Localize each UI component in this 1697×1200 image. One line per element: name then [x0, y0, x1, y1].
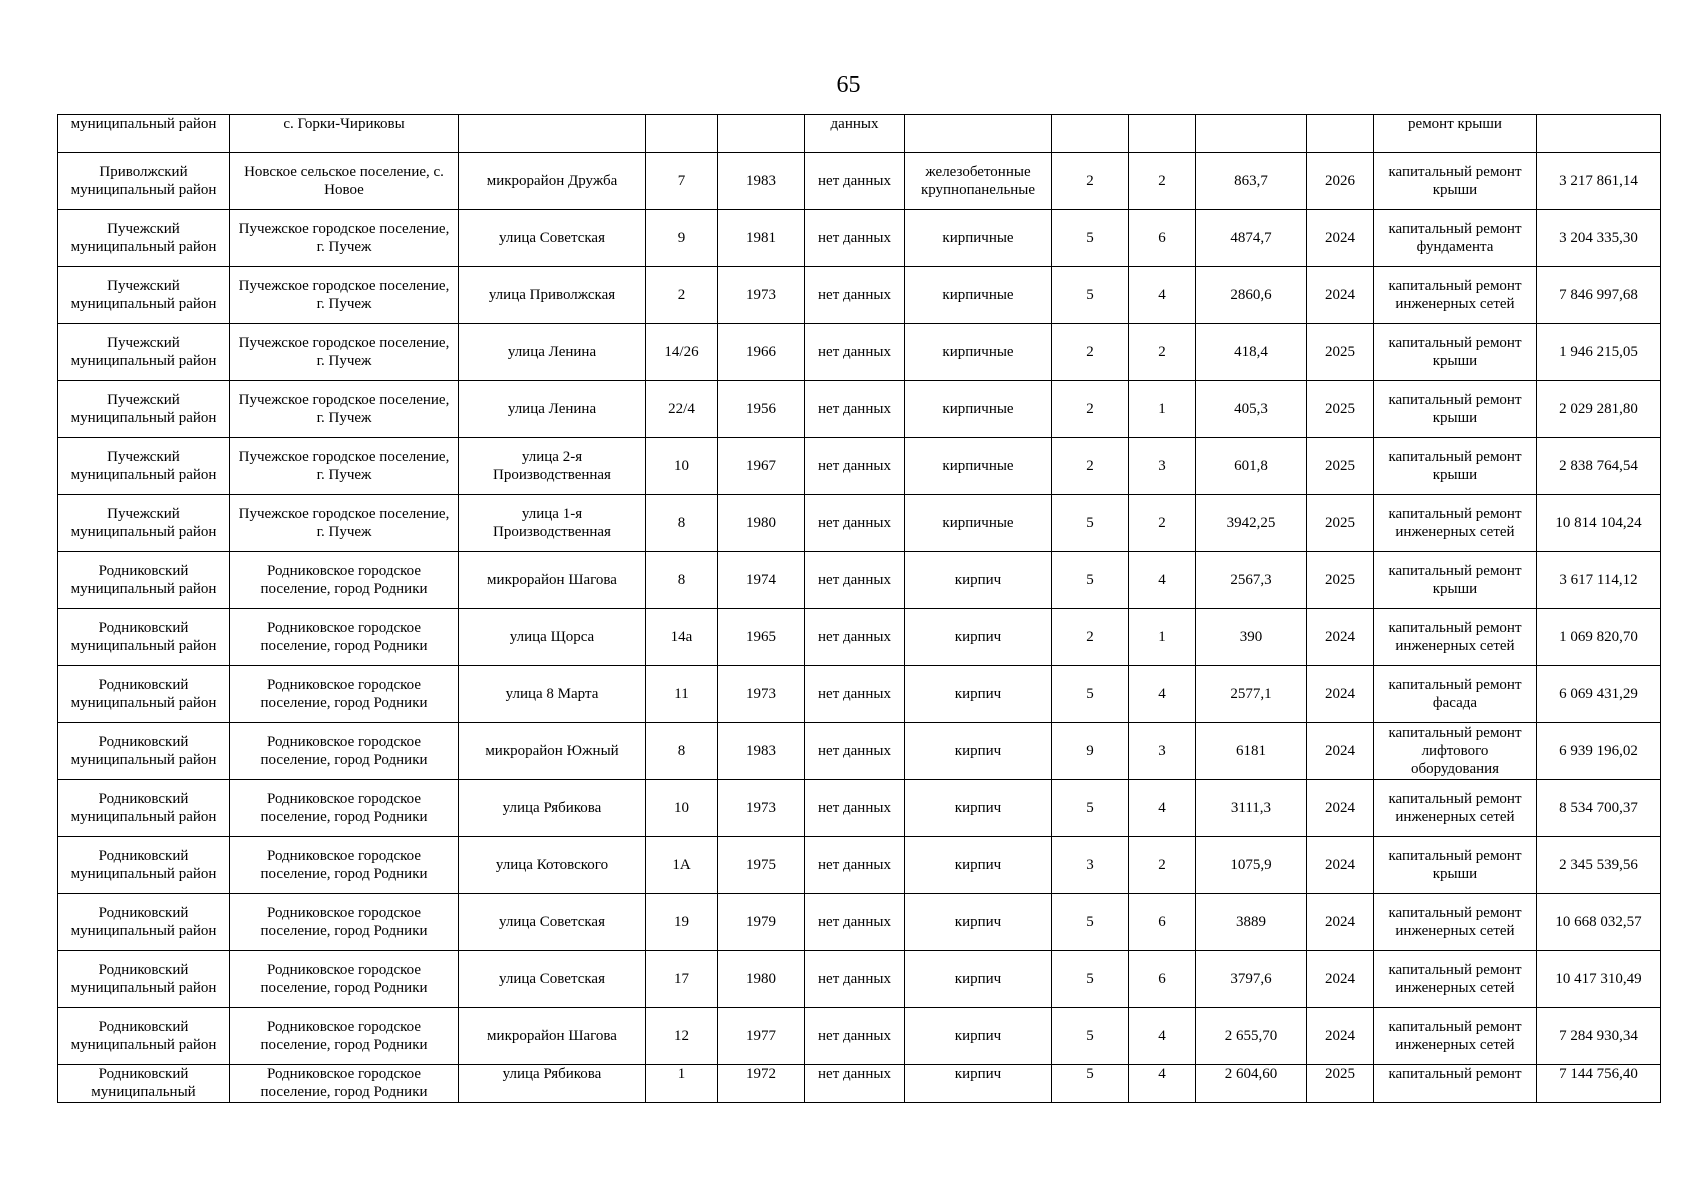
cell-wall-material: кирпич — [905, 780, 1052, 837]
cell-settlement: с. Горки-Чириковы — [230, 115, 459, 153]
cell-year-built: 1965 — [718, 609, 805, 666]
cell-floors: 2 — [1052, 438, 1129, 495]
table-row — [58, 552, 1661, 609]
cell-street: микрорайон Южный — [459, 723, 646, 780]
cell-work-type: капитальный ремонт крыши — [1374, 381, 1537, 438]
cell-wall-material: кирпич — [905, 666, 1052, 723]
cell-wall-material: кирпичные — [905, 210, 1052, 267]
cell-cost: 2 345 539,56 — [1537, 837, 1661, 894]
cell-year-built: 1979 — [718, 894, 805, 951]
cell-street: улица Рябикова — [459, 1065, 646, 1103]
cell-entrances: 6 — [1129, 951, 1196, 1008]
cell-repair-year: 2024 — [1307, 267, 1374, 324]
cell-area: 390 — [1196, 609, 1307, 666]
cell-cost: 2 838 764,54 — [1537, 438, 1661, 495]
cell-year-commissioned: нет данных — [805, 495, 905, 552]
cell-year-built: 1980 — [718, 495, 805, 552]
cell-street: улица Приволжская — [459, 267, 646, 324]
cell-repair-year: 2024 — [1307, 951, 1374, 1008]
cell-district: Родниковский муниципальный район — [58, 894, 230, 951]
cell-settlement: Пучежское городское поселение, г. Пучеж — [230, 210, 459, 267]
cell-house-number: 9 — [646, 210, 718, 267]
cell-house-number — [646, 115, 718, 153]
cell-floors: 5 — [1052, 894, 1129, 951]
cell-floors: 2 — [1052, 609, 1129, 666]
cell-wall-material: кирпич — [905, 894, 1052, 951]
table-row — [58, 1065, 1661, 1103]
cell-work-type: капитальный ремонт фасада — [1374, 666, 1537, 723]
cell-house-number: 8 — [646, 495, 718, 552]
cell-work-type: капитальный ремонт инженерных сетей — [1374, 495, 1537, 552]
cell-year-built: 1973 — [718, 666, 805, 723]
cell-entrances: 4 — [1129, 780, 1196, 837]
cell-cost: 10 417 310,49 — [1537, 951, 1661, 1008]
table-row — [58, 780, 1661, 837]
cell-street: улица Ленина — [459, 381, 646, 438]
cell-area: 2 604,60 — [1196, 1065, 1307, 1103]
cell-entrances — [1129, 115, 1196, 153]
cell-repair-year — [1307, 115, 1374, 153]
cell-repair-year: 2024 — [1307, 1008, 1374, 1065]
cell-area: 3889 — [1196, 894, 1307, 951]
cell-district: Пучежский муниципальный район — [58, 438, 230, 495]
cell-house-number: 1А — [646, 837, 718, 894]
cell-year-built: 1977 — [718, 1008, 805, 1065]
cell-repair-year: 2025 — [1307, 552, 1374, 609]
cell-repair-year: 2024 — [1307, 837, 1374, 894]
cell-wall-material: кирпичные — [905, 381, 1052, 438]
cell-floors: 2 — [1052, 153, 1129, 210]
cell-area: 863,7 — [1196, 153, 1307, 210]
cell-entrances: 4 — [1129, 552, 1196, 609]
cell-year-built: 1956 — [718, 381, 805, 438]
cell-district: Родниковский муниципальный район — [58, 951, 230, 1008]
cell-area: 2860,6 — [1196, 267, 1307, 324]
cell-work-type: капитальный ремонт инженерных сетей — [1374, 609, 1537, 666]
cell-area: 3942,25 — [1196, 495, 1307, 552]
cell-year-built: 1974 — [718, 552, 805, 609]
cell-cost: 3 204 335,30 — [1537, 210, 1661, 267]
cell-work-type: капитальный ремонт крыши — [1374, 324, 1537, 381]
cell-year-commissioned: нет данных — [805, 666, 905, 723]
table-row — [58, 324, 1661, 381]
cell-work-type: капитальный ремонт инженерных сетей — [1374, 780, 1537, 837]
cell-district: Родниковский муниципальный район — [58, 609, 230, 666]
cell-house-number: 2 — [646, 267, 718, 324]
cell-year-commissioned: данных — [805, 115, 905, 153]
table-row — [58, 495, 1661, 552]
cell-entrances: 2 — [1129, 495, 1196, 552]
cell-year-commissioned: нет данных — [805, 1008, 905, 1065]
table-row — [58, 837, 1661, 894]
cell-year-built: 1981 — [718, 210, 805, 267]
cell-repair-year: 2025 — [1307, 438, 1374, 495]
cell-settlement: Родниковское городское поселение, город Родники — [230, 894, 459, 951]
cell-floors: 5 — [1052, 666, 1129, 723]
cell-settlement: Пучежское городское поселение, г. Пучеж — [230, 438, 459, 495]
cell-settlement: Пучежское городское поселение, г. Пучеж — [230, 381, 459, 438]
cell-year-commissioned: нет данных — [805, 324, 905, 381]
cell-year-commissioned: нет данных — [805, 267, 905, 324]
cell-settlement: Родниковское городское поселение, город Родники — [230, 1065, 459, 1103]
cell-entrances: 2 — [1129, 324, 1196, 381]
buildings-table — [57, 114, 1661, 1103]
cell-street: микрорайон Дружба — [459, 153, 646, 210]
cell-area: 2 655,70 — [1196, 1008, 1307, 1065]
cell-district: Пучежский муниципальный район — [58, 210, 230, 267]
cell-district: Родниковский муниципальный район — [58, 780, 230, 837]
cell-house-number: 10 — [646, 780, 718, 837]
cell-wall-material: железобетонные крупнопанельные — [905, 153, 1052, 210]
cell-entrances: 1 — [1129, 381, 1196, 438]
cell-floors: 5 — [1052, 210, 1129, 267]
cell-entrances: 6 — [1129, 894, 1196, 951]
cell-year-commissioned: нет данных — [805, 837, 905, 894]
cell-cost: 7 284 930,34 — [1537, 1008, 1661, 1065]
table-row — [58, 267, 1661, 324]
cell-district: Пучежский муниципальный район — [58, 495, 230, 552]
cell-house-number: 8 — [646, 723, 718, 780]
cell-cost: 8 534 700,37 — [1537, 780, 1661, 837]
cell-floors: 5 — [1052, 780, 1129, 837]
cell-floors: 5 — [1052, 951, 1129, 1008]
cell-year-built: 1973 — [718, 267, 805, 324]
cell-cost: 10 668 032,57 — [1537, 894, 1661, 951]
cell-year-built — [718, 115, 805, 153]
cell-settlement: Родниковское городское поселение, город Родники — [230, 780, 459, 837]
cell-cost: 6 069 431,29 — [1537, 666, 1661, 723]
cell-year-commissioned: нет данных — [805, 381, 905, 438]
cell-work-type: капитальный ремонт крыши — [1374, 552, 1537, 609]
cell-area: 601,8 — [1196, 438, 1307, 495]
cell-cost: 7 144 756,40 — [1537, 1065, 1661, 1103]
cell-cost: 1 946 215,05 — [1537, 324, 1661, 381]
cell-entrances: 4 — [1129, 267, 1196, 324]
cell-year-built: 1972 — [718, 1065, 805, 1103]
cell-area: 6181 — [1196, 723, 1307, 780]
cell-floors: 5 — [1052, 1008, 1129, 1065]
cell-year-commissioned: нет данных — [805, 780, 905, 837]
page-number: 65 — [836, 72, 861, 98]
cell-street: улица Ленина — [459, 324, 646, 381]
cell-street: улица 2-я Производственная — [459, 438, 646, 495]
cell-district: Пучежский муниципальный район — [58, 267, 230, 324]
cell-area: 4874,7 — [1196, 210, 1307, 267]
cell-work-type: капитальный ремонт — [1374, 1065, 1537, 1103]
cell-house-number: 14а — [646, 609, 718, 666]
cell-district: муниципальный район — [58, 115, 230, 153]
cell-street: улица Рябикова — [459, 780, 646, 837]
cell-district: Родниковский муниципальный район — [58, 552, 230, 609]
cell-cost: 10 814 104,24 — [1537, 495, 1661, 552]
cell-year-built: 1967 — [718, 438, 805, 495]
cell-entrances: 1 — [1129, 609, 1196, 666]
table-row — [58, 115, 1661, 153]
cell-cost: 6 939 196,02 — [1537, 723, 1661, 780]
cell-district: Родниковский муниципальный район — [58, 666, 230, 723]
cell-year-built: 1966 — [718, 324, 805, 381]
table-row — [58, 609, 1661, 666]
cell-year-commissioned: нет данных — [805, 210, 905, 267]
cell-floors: 5 — [1052, 1065, 1129, 1103]
cell-wall-material: кирпичные — [905, 495, 1052, 552]
cell-year-built: 1983 — [718, 153, 805, 210]
cell-district: Родниковский муниципальный район — [58, 837, 230, 894]
cell-entrances: 3 — [1129, 438, 1196, 495]
cell-street: микрорайон Шагова — [459, 552, 646, 609]
cell-area: 3111,3 — [1196, 780, 1307, 837]
cell-repair-year: 2025 — [1307, 381, 1374, 438]
cell-house-number: 14/26 — [646, 324, 718, 381]
cell-street — [459, 115, 646, 153]
cell-settlement: Родниковское городское поселение, город Родники — [230, 837, 459, 894]
cell-district: Пучежский муниципальный район — [58, 381, 230, 438]
table-row — [58, 381, 1661, 438]
cell-cost: 3 217 861,14 — [1537, 153, 1661, 210]
table-row — [58, 894, 1661, 951]
cell-area: 405,3 — [1196, 381, 1307, 438]
cell-area — [1196, 115, 1307, 153]
cell-work-type: капитальный ремонт крыши — [1374, 438, 1537, 495]
cell-year-commissioned: нет данных — [805, 552, 905, 609]
cell-floors: 9 — [1052, 723, 1129, 780]
cell-entrances: 4 — [1129, 1008, 1196, 1065]
cell-work-type: капитальный ремонт инженерных сетей — [1374, 951, 1537, 1008]
cell-floors: 5 — [1052, 552, 1129, 609]
cell-house-number: 11 — [646, 666, 718, 723]
cell-repair-year: 2024 — [1307, 609, 1374, 666]
cell-wall-material: кирпич — [905, 1065, 1052, 1103]
cell-house-number: 22/4 — [646, 381, 718, 438]
cell-repair-year: 2024 — [1307, 723, 1374, 780]
cell-wall-material: кирпич — [905, 951, 1052, 1008]
cell-work-type: капитальный ремонт инженерных сетей — [1374, 894, 1537, 951]
cell-year-commissioned: нет данных — [805, 951, 905, 1008]
cell-wall-material: кирпичные — [905, 267, 1052, 324]
cell-work-type: ремонт крыши — [1374, 115, 1537, 153]
cell-floors: 5 — [1052, 495, 1129, 552]
cell-settlement: Родниковское городское поселение, город Родники — [230, 666, 459, 723]
cell-wall-material: кирпич — [905, 609, 1052, 666]
cell-work-type: капитальный ремонт крыши — [1374, 153, 1537, 210]
cell-district: Родниковский муниципальный район — [58, 1008, 230, 1065]
cell-year-commissioned: нет данных — [805, 438, 905, 495]
cell-floors: 2 — [1052, 381, 1129, 438]
table-row — [58, 666, 1661, 723]
cell-cost: 2 029 281,80 — [1537, 381, 1661, 438]
cell-settlement: Родниковское городское поселение, город Родники — [230, 552, 459, 609]
cell-street: микрорайон Шагова — [459, 1008, 646, 1065]
cell-settlement: Родниковское городское поселение, город Родники — [230, 951, 459, 1008]
cell-work-type: капитальный ремонт инженерных сетей — [1374, 267, 1537, 324]
cell-settlement: Родниковское городское поселение, город Родники — [230, 609, 459, 666]
cell-area: 3797,6 — [1196, 951, 1307, 1008]
cell-repair-year: 2026 — [1307, 153, 1374, 210]
cell-repair-year: 2024 — [1307, 894, 1374, 951]
cell-district: Родниковский муниципальный — [58, 1065, 230, 1103]
cell-floors — [1052, 115, 1129, 153]
cell-year-commissioned: нет данных — [805, 1065, 905, 1103]
cell-repair-year: 2024 — [1307, 210, 1374, 267]
cell-street: улица Щорса — [459, 609, 646, 666]
cell-entrances: 6 — [1129, 210, 1196, 267]
cell-repair-year: 2025 — [1307, 1065, 1374, 1103]
cell-work-type: капитальный ремонт крыши — [1374, 837, 1537, 894]
table-row — [58, 723, 1661, 780]
cell-work-type: капитальный ремонт фундамента — [1374, 210, 1537, 267]
cell-wall-material: кирпич — [905, 1008, 1052, 1065]
cell-street: улица Советская — [459, 210, 646, 267]
cell-settlement: Родниковское городское поселение, город Родники — [230, 723, 459, 780]
cell-house-number: 19 — [646, 894, 718, 951]
cell-house-number: 12 — [646, 1008, 718, 1065]
cell-floors: 5 — [1052, 267, 1129, 324]
cell-settlement: Пучежское городское поселение, г. Пучеж — [230, 495, 459, 552]
cell-settlement: Пучежское городское поселение, г. Пучеж — [230, 324, 459, 381]
cell-year-built: 1973 — [718, 780, 805, 837]
cell-wall-material: кирпич — [905, 552, 1052, 609]
cell-district: Приволжский муниципальный район — [58, 153, 230, 210]
cell-street: улица Советская — [459, 951, 646, 1008]
cell-year-built: 1975 — [718, 837, 805, 894]
cell-area: 1075,9 — [1196, 837, 1307, 894]
cell-year-commissioned: нет данных — [805, 153, 905, 210]
cell-house-number: 1 — [646, 1065, 718, 1103]
cell-street: улица Котовского — [459, 837, 646, 894]
cell-cost — [1537, 115, 1661, 153]
cell-house-number: 7 — [646, 153, 718, 210]
table-row — [58, 951, 1661, 1008]
cell-house-number: 17 — [646, 951, 718, 1008]
cell-work-type: капитальный ремонт инженерных сетей — [1374, 1008, 1537, 1065]
cell-house-number: 8 — [646, 552, 718, 609]
cell-area: 2567,3 — [1196, 552, 1307, 609]
cell-repair-year: 2025 — [1307, 324, 1374, 381]
cell-repair-year: 2024 — [1307, 666, 1374, 723]
cell-cost: 1 069 820,70 — [1537, 609, 1661, 666]
cell-floors: 2 — [1052, 324, 1129, 381]
cell-cost: 7 846 997,68 — [1537, 267, 1661, 324]
cell-street: улица Советская — [459, 894, 646, 951]
cell-settlement: Пучежское городское поселение, г. Пучеж — [230, 267, 459, 324]
cell-entrances: 4 — [1129, 1065, 1196, 1103]
table-row — [58, 153, 1661, 210]
cell-area: 418,4 — [1196, 324, 1307, 381]
cell-work-type: капитальный ремонт лифтового оборудования — [1374, 723, 1537, 780]
cell-entrances: 2 — [1129, 837, 1196, 894]
table-row — [58, 1008, 1661, 1065]
cell-floors: 3 — [1052, 837, 1129, 894]
cell-house-number: 10 — [646, 438, 718, 495]
cell-area: 2577,1 — [1196, 666, 1307, 723]
cell-district: Родниковский муниципальный район — [58, 723, 230, 780]
table-row — [58, 210, 1661, 267]
cell-wall-material: кирпич — [905, 723, 1052, 780]
cell-settlement: Родниковское городское поселение, город Родники — [230, 1008, 459, 1065]
cell-year-commissioned: нет данных — [805, 609, 905, 666]
cell-wall-material: кирпич — [905, 837, 1052, 894]
cell-repair-year: 2024 — [1307, 780, 1374, 837]
cell-wall-material — [905, 115, 1052, 153]
cell-district: Пучежский муниципальный район — [58, 324, 230, 381]
cell-wall-material: кирпичные — [905, 324, 1052, 381]
cell-year-built: 1980 — [718, 951, 805, 1008]
cell-cost: 3 617 114,12 — [1537, 552, 1661, 609]
cell-repair-year: 2025 — [1307, 495, 1374, 552]
cell-settlement: Новское сельское поселение, с. Новое — [230, 153, 459, 210]
cell-year-commissioned: нет данных — [805, 723, 905, 780]
cell-entrances: 2 — [1129, 153, 1196, 210]
cell-year-commissioned: нет данных — [805, 894, 905, 951]
cell-entrances: 3 — [1129, 723, 1196, 780]
table-row — [58, 438, 1661, 495]
cell-wall-material: кирпичные — [905, 438, 1052, 495]
cell-street: улица 1-я Производственная — [459, 495, 646, 552]
cell-street: улица 8 Марта — [459, 666, 646, 723]
cell-entrances: 4 — [1129, 666, 1196, 723]
cell-year-built: 1983 — [718, 723, 805, 780]
